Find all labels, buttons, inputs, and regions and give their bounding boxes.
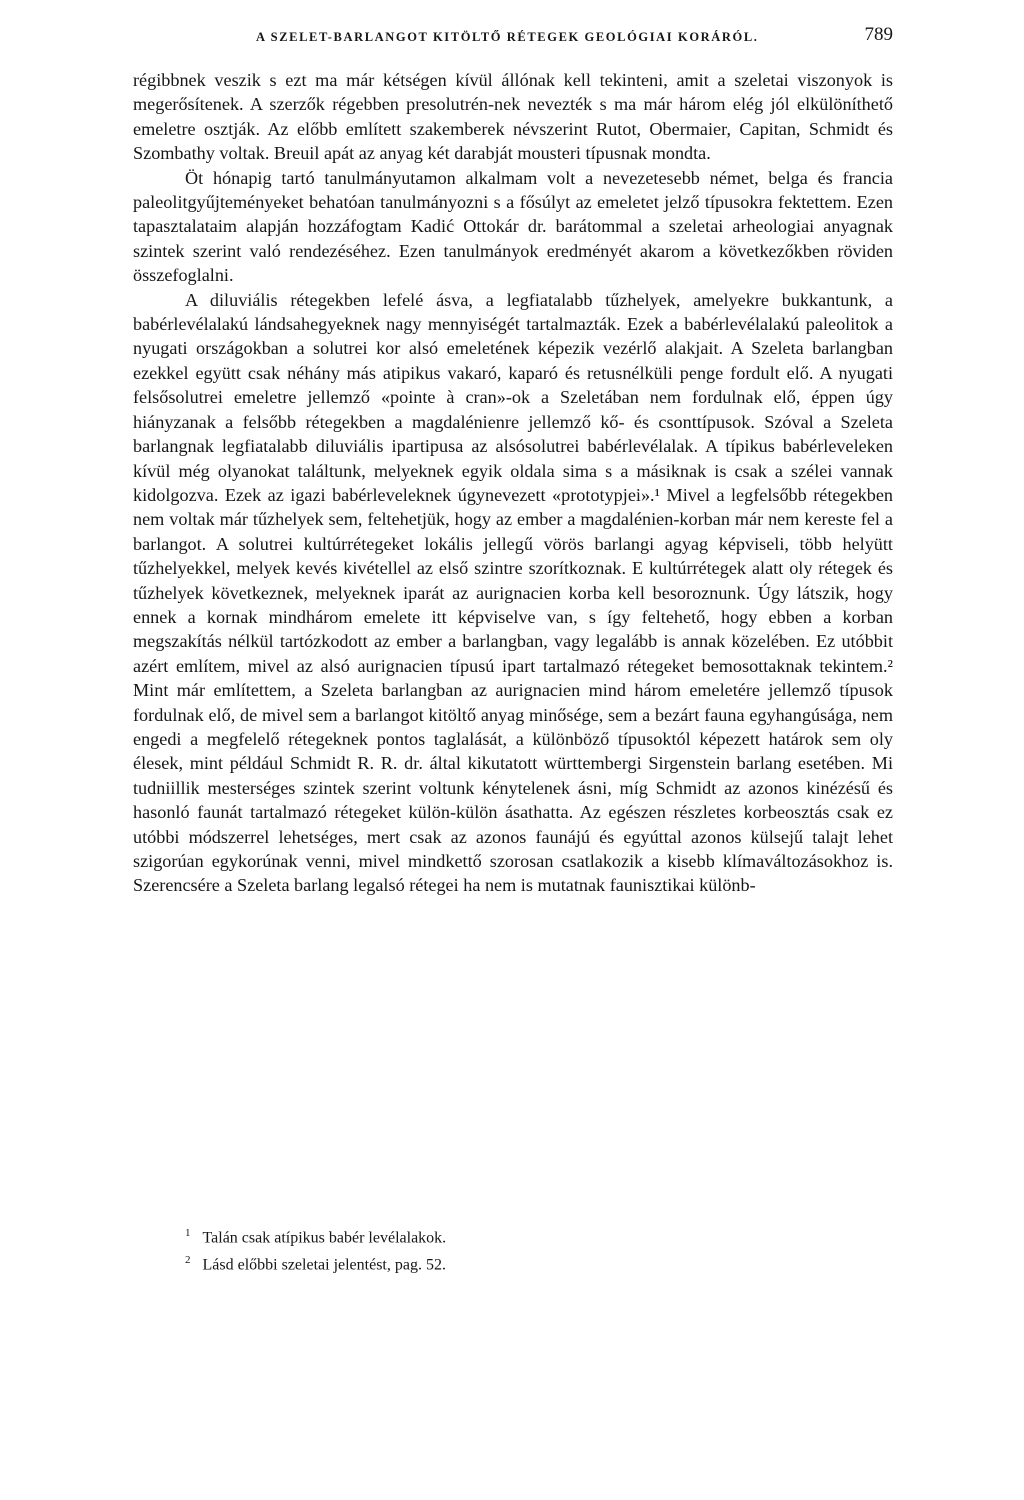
page-header [130,22,893,52]
body-text [133,68,893,898]
footnote-text: Talán csak atípikus babér levélalakok. [202,1229,447,1247]
paragraph-1: régibbnek veszik s ezt ma már kétségen kívül állónak kell tekinteni, amit a szeletai viszonyok is megerősítenek. A szerzők régebben presolutrén-nek nevezték s ma már három elég jól elkülöníthető emeletre osztják. Az előbb említett szakemberek névszerint Rutot, Obermaier, Capitan, Schmidt és Szombathy voltak. Breuil apát az anyag két darabját mousteri típusnak mondta. [133,70,893,164]
paragraph-2: Öt hónapig tartó tanulmányutamon alkalmam volt a nevezetesebb német, belga és francia paleolitgyűjteményeket behatóan tanulmányozni s a fősúlyt az emeletet jelző típusokra fektettem. Ezen tapasztalataim alapján hozzáfogtam Kadić Ottokár dr. barátommal a szeletai arheologiai anyagnak szintek szerint való rendezéséhez. Ezen tanulmányok eredményét akarom a következőkben röviden összefoglalni. [133,167,893,286]
footnote-1 [185,1222,885,1249]
footnote-mark: 2 [185,1254,191,1267]
footnote-text: Lásd előbbi szeletai jelentést, pag. 52. [202,1256,446,1274]
page-number: 789 [864,24,893,45]
footnote-2 [185,1249,885,1276]
paragraph-3: A diluviális rétegekben lefelé ásva, a legfiatalabb tűzhelyek, amelyekre bukkantunk, a babérlevélalakú lándsahegyeknek nagy mennyiségét tartalmazták. Ezek a babérlevélalakú paleolitok a nyugati országokban a solutrei kor alsó emeletének képezik vezérlő alakjait. A Szeleta barlangban ezekkel együtt csak néhány más atipikus vakaró, kaparó és retusnélküli penge fordult elő. A nyugati felsősolutrei emeletre jellemző «pointe à cran»-ok a Szeletában nem fordulnak elő, éppen úgy hiányzanak a felsőbb rétegekben a magdalénienre jellemző kő- és csonttípusok. Szóval a Szeleta barlangnak legfiatalabb diluviális ipartipusa az alsósolutrei babérlevélalak. A típikus babérleveleken kívül még olyanokat találtunk, melyeknek egyik oldala sima s a másiknak is csak a szélei vannak kidolgozva. Ezek az igazi babérleveleknek úgynevezett «prototypjei».¹ Mivel a legfelsőbb rétegekben nem voltak már tűzhelyek sem, feltehetjük, hogy az ember a magdalénien-korban már nem kereste fel a barlangot. A solutrei kultúrrétegeket lokális jellegű vörös barlangi agyag képviseli, több helyütt tűzhelyekkel, melyek kevés kivétellel az első szintre szorítkoznak. E kultúrrétegek alatt oly rétegek és tűzhelyek következnek, melyeknek iparát az aurignacien korba kell besoroznunk. Úgy látszik, hogy ennek a kornak mindhárom emelete itt képviselve van, s így feltehető, hogy ebben a korban megszakítás nélkül tartózkodott az ember a barlangban, vagy legalább is annak közelében. Ez utóbbit azért említem, mivel az alsó aurignacien típusú ipart tartalmazó rétegeket bemosottaknak tekintem.² Mint már említettem, a Szeleta barlangban az aurignacien mind három emeletére jellemző típusok fordulnak elő, de mivel sem a barlangot kitöltő anyag minősége, sem a bezárt fauna egyhangúsága, nem engedi a megfelelő rétegeknek pontos taglalását, a különböző típusoktól képezett határok sem oly élesek, mint például Schmidt R. R. dr. által kikutatott württembergi Sirgenstein barlang esetében. Mi tudniillik mesterséges szintek szerint voltunk kénytelenek ásni, míg Schmidt az azonos kinézésű és hasonló faunát tartalmazó rétegeket külön-külön ásathatta. Az egészen részletes korbeosztás csak ez utóbbi módszerrel lehetséges, mert csak az azonos faunájú és egyúttal azonos külsejű talajt lehet szigorúan egykorúnak venni, mivel mindkettő szorosan csatlakozik a kisebb klímaváltozásokhoz is. Szerencsére a Szeleta barlang legalsó rétegei ha nem is mutatnak faunisztikai különb- [133,289,893,896]
running-head: A SZELET-BARLANGOT KITÖLTŐ RÉTEGEK GEOLÓGIAI KORÁRÓL. [256,30,759,44]
footnotes [185,1222,885,1277]
footnote-mark: 1 [185,1227,191,1239]
